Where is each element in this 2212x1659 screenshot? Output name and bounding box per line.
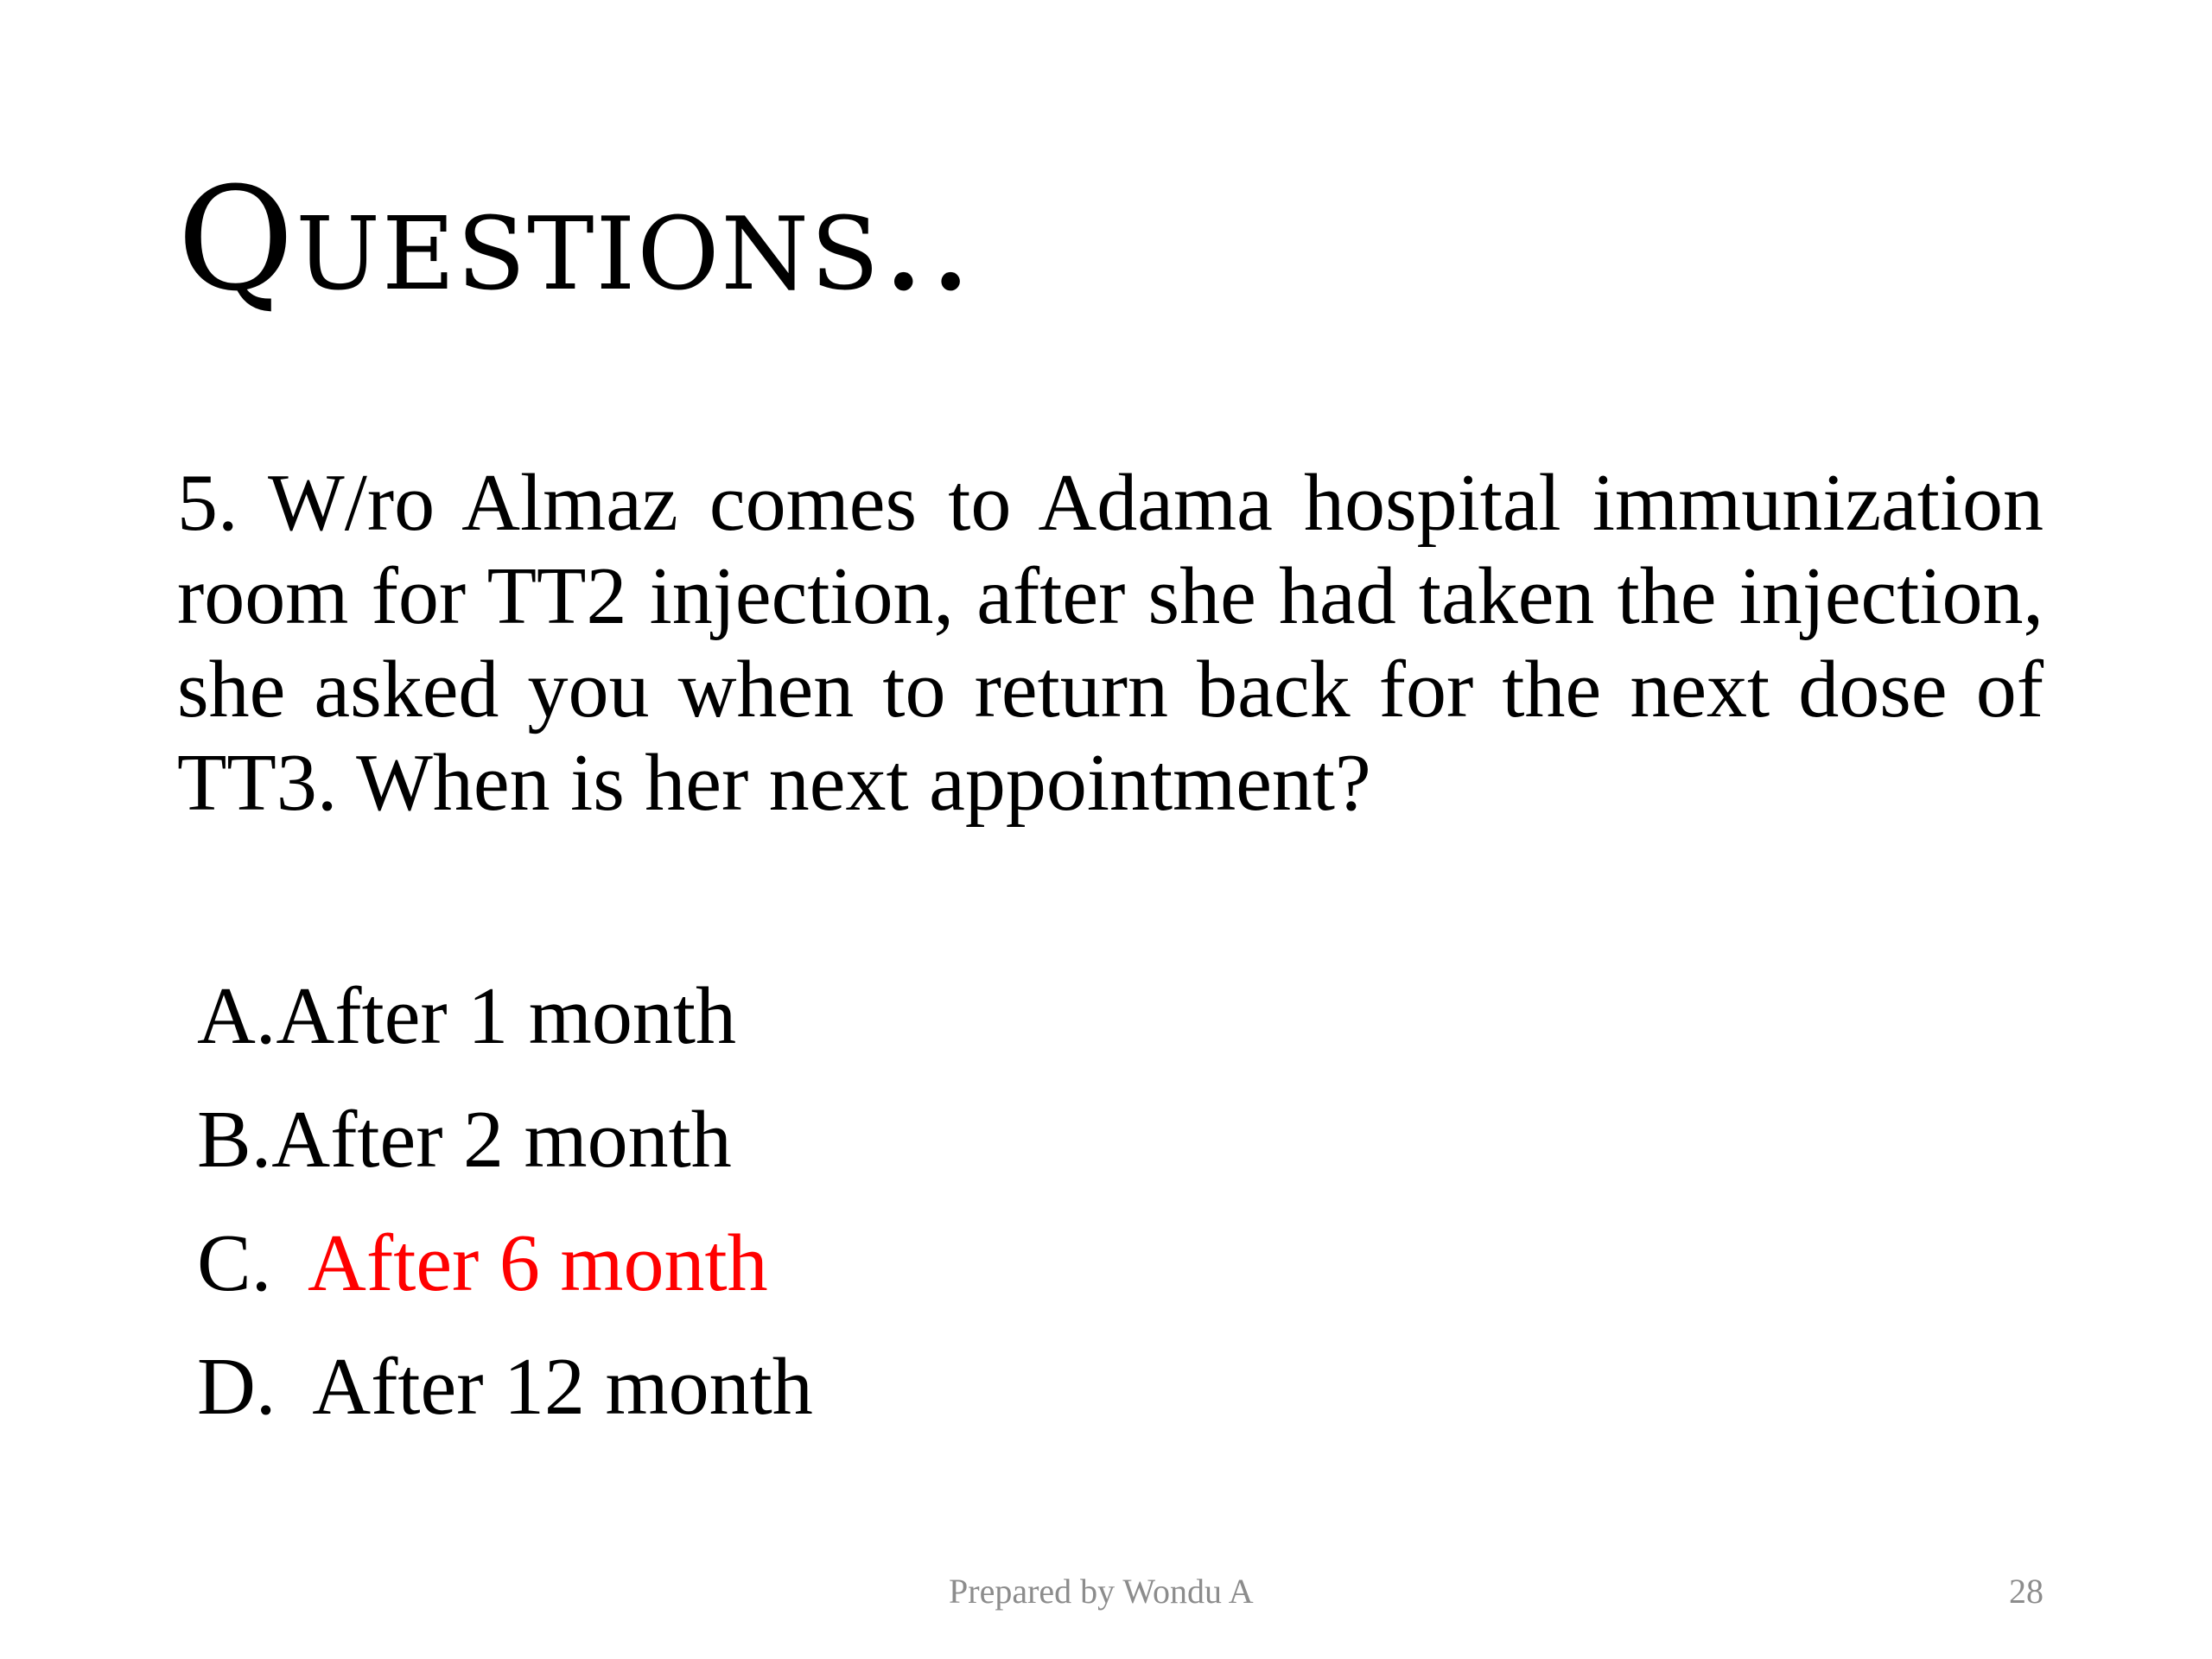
slide-title: Questions.. (177, 156, 976, 322)
page-number: 28 (2009, 1572, 2044, 1611)
option-c (197, 1202, 813, 1325)
footer-author: Prepared by Wondu A (949, 1572, 1254, 1611)
option-d (197, 1325, 813, 1449)
option-d-text: After 12 month (312, 1342, 813, 1432)
option-a-letter: A. (197, 971, 276, 1061)
option-a-text: After 1 month (276, 971, 736, 1061)
answer-options (197, 955, 813, 1449)
option-b-text: After 2 month (271, 1095, 732, 1185)
option-a (197, 955, 813, 1078)
question-text: 5. W/ro Almaz comes to Adama hospital immunization room for TT2 injection, after she had taken the injection, she asked you when to return back for the next dose of TT3. When is her next appointment? (177, 458, 2044, 828)
option-c-text: After 6 month (308, 1218, 768, 1308)
option-c-letter: C. (197, 1218, 272, 1308)
option-b (197, 1078, 813, 1202)
option-b-letter: B. (197, 1095, 272, 1185)
option-d-letter: D. (197, 1342, 276, 1432)
